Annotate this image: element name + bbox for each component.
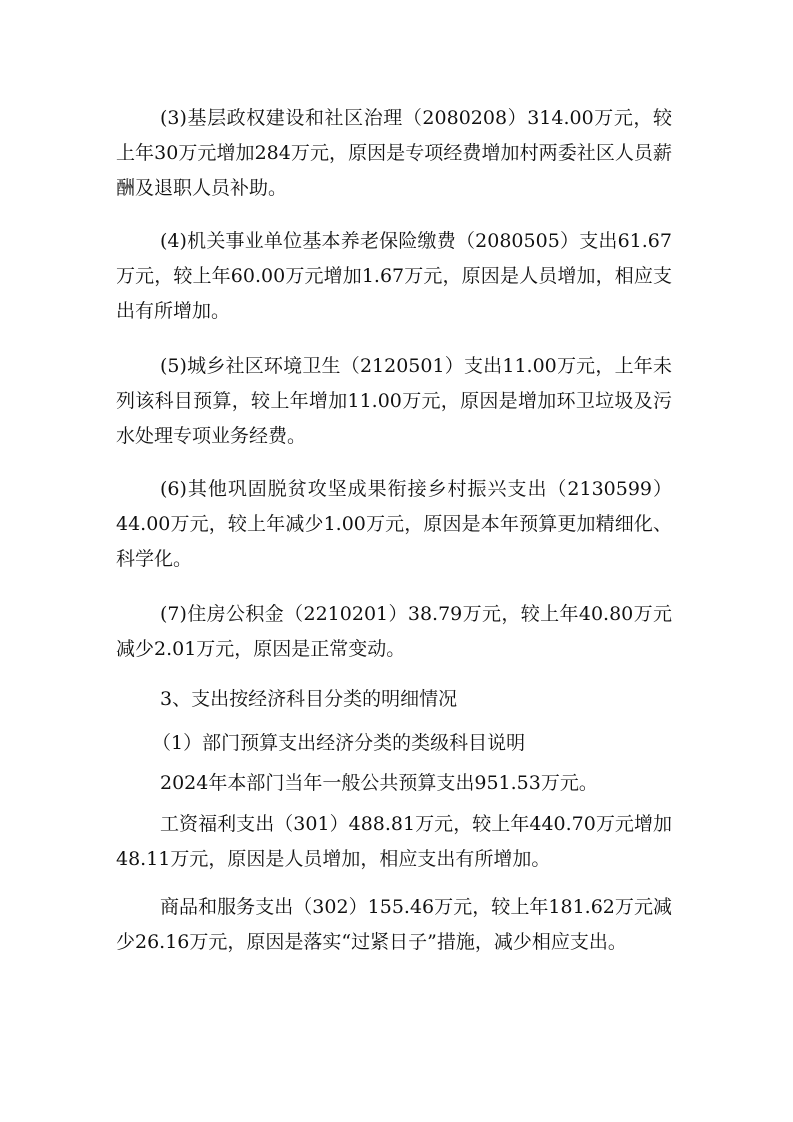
paragraph-environmental-sanitation: (5)城乡社区环境卫生（2120501）支出11.00万元，上年未列该科目预算，较上年增加11.00万元，原因是增加环卫垃圾及污水处理专项业务经费。 bbox=[116, 355, 672, 447]
paragraph-housing-fund: (7)住房公积金（2210201）38.79万元，较上年40.80万元减少2.01万元，原因是正常变动。 bbox=[116, 603, 672, 660]
section-heading: 3、支出按经济科目分类的明细情况 bbox=[160, 688, 458, 710]
subsection-heading: （1）部门预算支出经济分类的类级科目说明 bbox=[152, 732, 526, 754]
paragraph-goods-services: 商品和服务支出（302）155.46万元，较上年181.62万元减少26.16万元，原因是落实“过紧日子”措施，减少相应支出。 bbox=[116, 896, 672, 953]
paragraph-community-governance: (3)基层政权建设和社区治理（2080208）314.00万元，较上年30万元增加284万元，原因是专项经费增加村两委社区人员薪酬及退职人员补助。 bbox=[116, 107, 672, 199]
paragraph-salary-welfare: 工资福利支出（301）488.81万元，较上年440.70万元增加48.11万元，原因是人员增加，相应支出有所增加。 bbox=[116, 813, 672, 870]
paragraph-total-expenditure: 2024年本部门当年一般公共预算支出951.53万元。 bbox=[160, 772, 598, 794]
paragraph-rural-revitalization: (6)其他巩固脱贫攻坚成果衔接乡村振兴支出（2130599）44.00万元，较上年减少1.00万元，原因是本年预算更加精细化、科学化。 bbox=[116, 478, 672, 570]
paragraph-pension-insurance: (4)机关事业单位基本养老保险缴费（2080505）支出61.67万元，较上年60.00万元增加1.67万元，原因是人员增加，相应支出有所增加。 bbox=[116, 230, 672, 322]
